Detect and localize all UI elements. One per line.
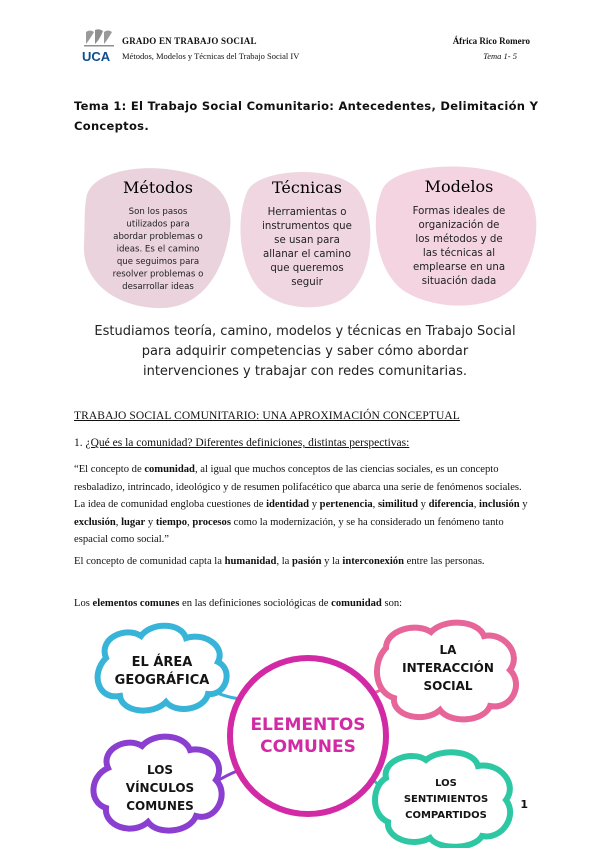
blob-text-line: instrumentos que xyxy=(262,221,352,232)
blob-text-line: ideas. Es el camino xyxy=(116,244,200,255)
text-run: , xyxy=(372,499,378,510)
blob-text-line: Son los pasos xyxy=(128,207,188,217)
page-number: 1 xyxy=(520,798,528,811)
bold-term: humanidad xyxy=(224,556,277,567)
node-label-line: LA xyxy=(439,643,457,657)
tema-range: Tema 1- 5 xyxy=(483,51,517,61)
bold-term: similitud xyxy=(377,499,418,510)
blob-text-line: desarrollar ideas xyxy=(122,282,194,292)
intro-line: intervenciones y trabajar con redes comunitarias. xyxy=(142,364,468,379)
node-label-line: LOS xyxy=(146,763,174,777)
subsection-text: ¿Qué es la comunidad? Diferentes definiciones, distintas perspectivas: xyxy=(85,437,410,449)
center-circle xyxy=(230,658,386,814)
node-label-line: GEOGRÁFICA xyxy=(114,673,210,688)
bold-term: diferencia xyxy=(428,499,474,510)
intro-line: Estudiamos teoría, camino, modelos y técnicas en Trabajo Social xyxy=(94,324,516,339)
intro-statement xyxy=(70,322,540,382)
blob-title-tecnicas: Técnicas xyxy=(272,178,342,197)
node-label-line: SENTIMIENTOS xyxy=(403,794,489,805)
node-label-line: SOCIAL xyxy=(423,679,473,693)
blob-text-line: situación dada xyxy=(421,276,497,287)
text-run: El concepto de comunidad capta la xyxy=(74,556,225,567)
bold-term: inclusión xyxy=(479,499,520,510)
logo-text: UCA xyxy=(82,49,111,64)
common-elements-intro xyxy=(74,595,530,613)
text-run: Los xyxy=(74,598,93,609)
bold-term: identidad xyxy=(266,499,310,510)
blob-text-line: las técnicas al xyxy=(422,248,496,259)
bold-term: elementos comunes xyxy=(92,598,180,609)
logo-emblem-icon xyxy=(84,29,114,46)
blob-text-line: que queremos xyxy=(270,263,344,274)
blob-text-line: los métodos y de xyxy=(415,234,503,245)
node-label-line: COMUNES xyxy=(126,799,194,813)
blob-text-line: seguir xyxy=(291,277,323,288)
blob-text-line: allanar el camino xyxy=(263,249,351,260)
author-name: África Rico Romero xyxy=(452,36,530,46)
center-label-line2: COMUNES xyxy=(260,737,356,757)
subsection-number: 1. xyxy=(74,437,86,449)
blob-text-line: abordar problemas o xyxy=(113,232,203,242)
common-elements-mindmap xyxy=(86,618,526,848)
bold-term: pasión xyxy=(292,556,322,567)
text-run: y xyxy=(145,516,156,528)
node-label-line: VÍNCULOS xyxy=(125,781,195,795)
text-run: son: xyxy=(381,598,403,609)
text-run: en las definiciones sociológicas de xyxy=(179,598,332,609)
node-label-line: COMPARTIDOS xyxy=(405,810,487,821)
text-run: , xyxy=(187,516,193,528)
text-run: , xyxy=(115,516,122,528)
subsection-heading xyxy=(74,437,409,449)
text-run: entre las personas. xyxy=(403,556,485,567)
community-definition-paragraph xyxy=(74,461,530,549)
bold-term: comunidad xyxy=(144,464,195,475)
blob-text-line: emplearse en una xyxy=(412,262,506,273)
node-label-line: LOS xyxy=(435,778,457,789)
bold-term: lugar xyxy=(121,516,146,528)
center-label-line1: ELEMENTOS xyxy=(250,715,366,735)
text-run: como la modernización, y se ha considerado un fenómeno tanto espacial como social.” xyxy=(74,516,504,545)
bold-term: pertenencia xyxy=(319,499,373,510)
text-run: “El concepto de xyxy=(74,464,145,475)
text-run: , xyxy=(473,499,479,510)
section-heading: TRABAJO SOCIAL COMUNITARIO: UNA APROXIMACIÓN CONCEPTUAL xyxy=(74,410,460,422)
bold-term: tiempo xyxy=(155,516,188,528)
bold-term: interconexión xyxy=(342,556,404,567)
blob-text-line: resolver problemas o xyxy=(112,269,204,280)
course-title: GRADO EN TRABAJO SOCIAL xyxy=(122,36,257,46)
blob-title-metodos: Métodos xyxy=(123,178,193,197)
text-run: y xyxy=(309,499,320,510)
text-run: , al igual que muchos conceptos de las ciencias sociales, es un concepto resbaladizo, intrincado, ideológico y de resumen polifacético que abarca una serie de fenómenos sociales. La idea de comunidad engloba cuestiones de xyxy=(74,464,522,510)
text-run: y la xyxy=(321,556,343,567)
uca-logo xyxy=(78,28,120,64)
bold-term: procesos xyxy=(192,516,231,528)
blob-text-line: se usan para xyxy=(274,235,340,246)
bold-term: comunidad xyxy=(331,598,382,609)
text-run: y xyxy=(519,499,528,510)
node-label-line: INTERACCIÓN xyxy=(402,661,494,675)
community-humanity-paragraph xyxy=(74,553,530,571)
document-title: Tema 1: El Trabajo Social Comunitario: Antecedentes, Delimitación Y Conceptos. xyxy=(74,99,539,133)
blob-text-line: Herramientas o xyxy=(267,207,347,218)
text-run: y xyxy=(417,499,429,510)
bold-term: exclusión xyxy=(74,516,116,528)
blob-title-modelos: Modelos xyxy=(424,177,494,196)
course-subtitle: Métodos, Modelos y Técnicas del Trabajo Social IV xyxy=(122,51,300,61)
text-run: , la xyxy=(276,556,293,567)
blob-text-line: utilizados para xyxy=(126,219,190,230)
blob-text-line: que seguimos para xyxy=(116,257,200,267)
concept-blobs xyxy=(78,160,538,320)
intro-line: para adquirir competencias y saber cómo abordar xyxy=(141,344,469,359)
blob-text-line: organización de xyxy=(418,220,500,231)
node-label-line: EL ÁREA xyxy=(131,655,193,670)
blob-text-line: Formas ideales de xyxy=(412,206,506,217)
